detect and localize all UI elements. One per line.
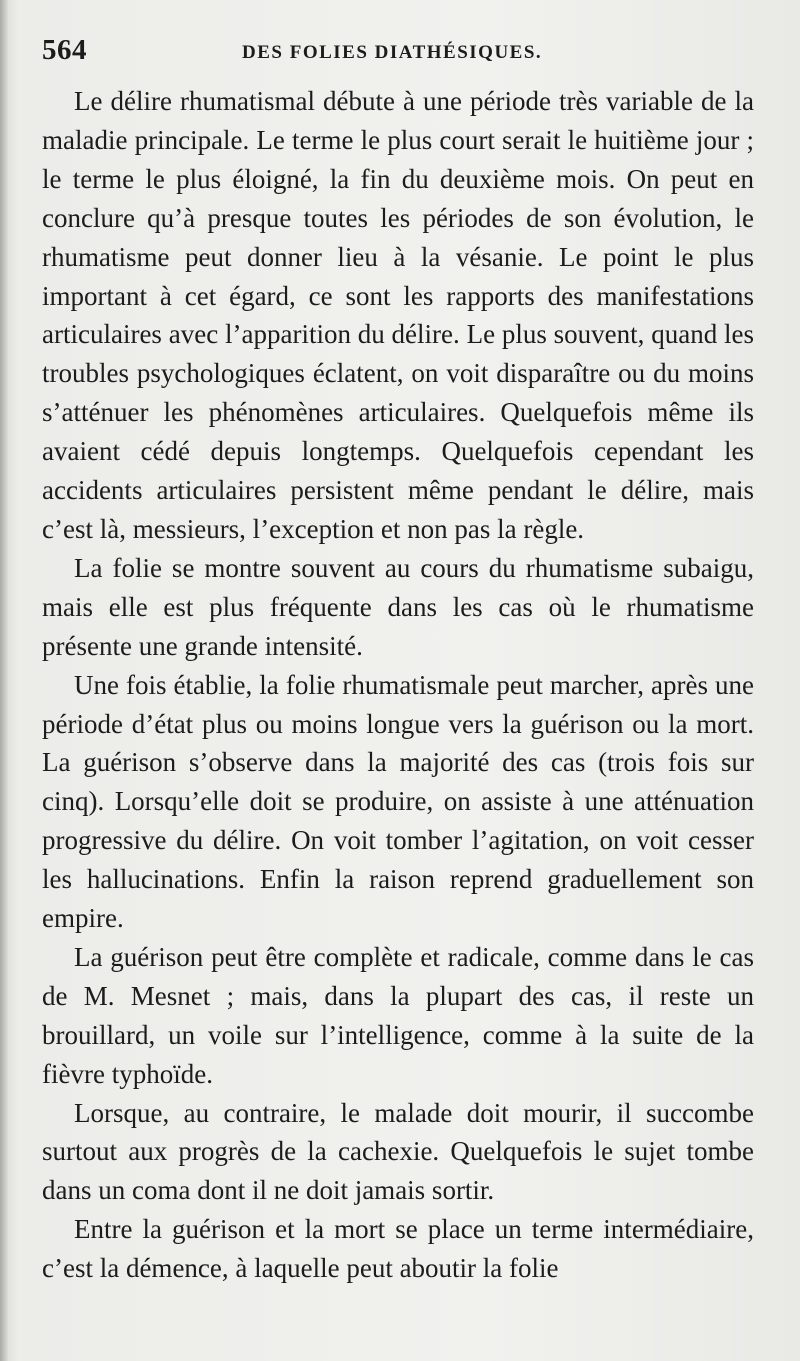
page-header (42, 34, 754, 74)
paragraph: Le délire rhumatismal débute à une période très variable de la maladie principale. Le terme le plus court serait le huitième jour ; le terme le plus éloigné, la fin du deuxième mois. On peut en conclure qu’à presque toutes les périodes de son évolution, le rhumatisme peut donner lieu à la vésanie. Le point le plus important à cet égard, ce sont les rapports des manifestations articulaires avec l’apparition du délire. Le plus souvent, quand les troubles psychologiques éclatent, on voit disparaître ou du moins s’atténuer les phénomènes articulaires. Quelquefois même ils avaient cédé depuis longtemps. Quelquefois cependant les accidents articulaires persistent même pendant le délire, mais c’est là, messieurs, l’exception et non pas la règle. (42, 86, 754, 544)
paragraph: Entre la guérison et la mort se place un terme intermédiaire, c’est la démence, à laquelle peut aboutir la folie (42, 1214, 754, 1284)
page-gutter-shadow (0, 0, 8, 1361)
paragraph: La folie se montre souvent au cours du rhumatisme subaigu, mais elle est plus fréquente dans les cas où le rhumatisme présente une grande intensité. (42, 552, 754, 661)
page-number: 564 (42, 34, 87, 66)
paragraph: Une fois établie, la folie rhumatismale peut marcher, après une période d’état plus ou moins longue vers la guérison ou la mort. La guérison s’observe dans la majorité des cas (trois fois sur cinq). Lorsqu’elle doit se produire, on assiste à une atténuation progressive du délire. On voit tomber l’agitation, on voit cesser les hallucinations. Enfin la raison reprend graduellement son empire. (42, 669, 754, 934)
paragraph: La guérison peut être complète et radicale, comme dans le cas de M. Mesnet ; mais, dans la plupart des cas, il reste un brouillard, un voile sur l’intelligence, comme à la suite de la fièvre typhoïde. (42, 941, 754, 1089)
body-text (42, 82, 754, 1288)
running-title: DES FOLIES DIATHÉSIQUES. (242, 42, 543, 63)
paragraph: Lorsque, au contraire, le malade doit mourir, il succombe surtout aux progrès de la cachexie. Quelquefois le sujet tombe dans un coma dont il ne doit jamais sortir. (42, 1097, 754, 1206)
